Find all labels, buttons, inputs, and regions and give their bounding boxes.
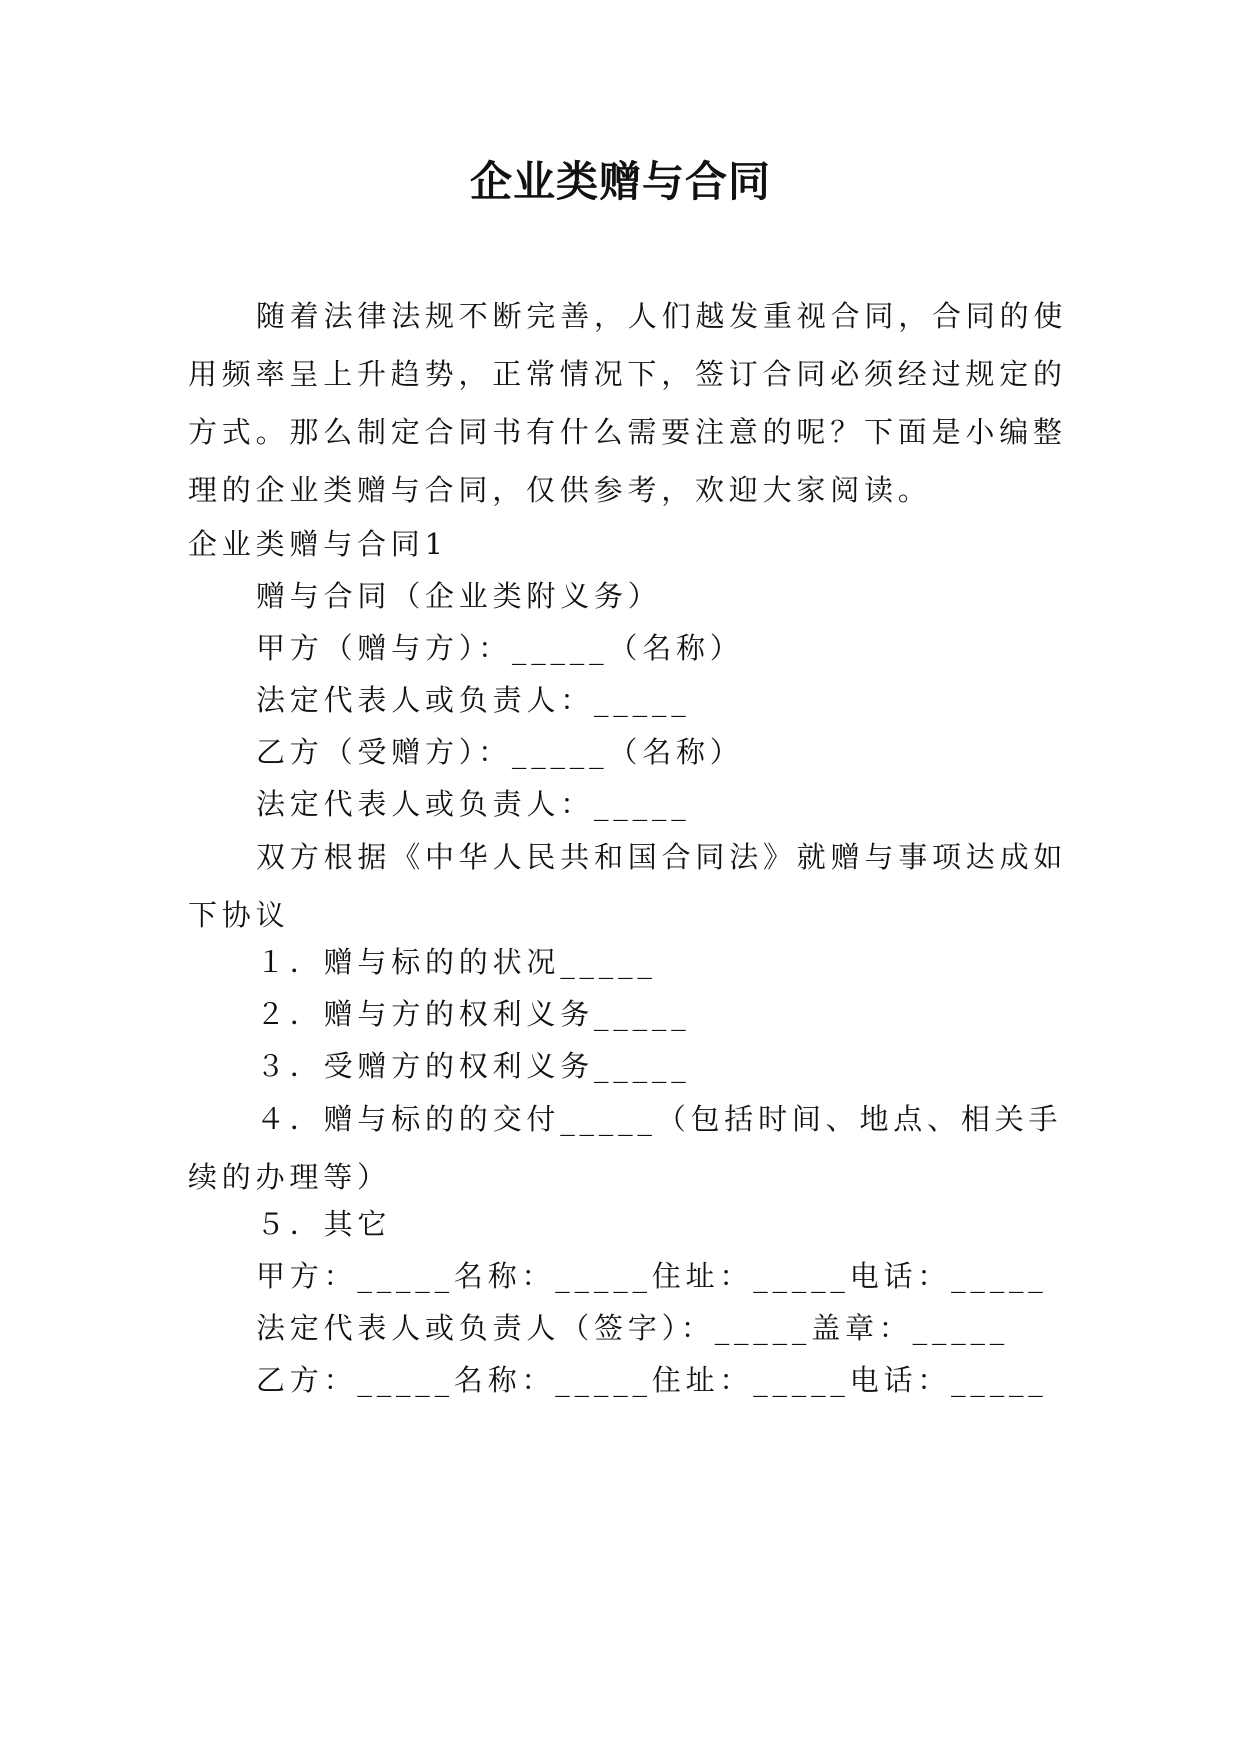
clause-item: ２．赠与方的权利义务_____ (256, 997, 691, 1031)
party-a-line: 甲方（赠与方）：_____（名称） (256, 631, 744, 665)
clause-item: １．赠与标的的状况_____ (256, 945, 657, 979)
signature-party-b-line: 乙方：_____名称：_____住址：_____电话：_____ (256, 1363, 1048, 1397)
party-a-representative-line: 法定代表人或负责人：_____ (256, 683, 691, 717)
section-heading: 企业类赠与合同1 (188, 527, 448, 561)
clause-item: ５．其它 (256, 1207, 392, 1241)
agreement-intro-paragraph: 双方根据《中华人民共和国合同法》就赠与事项达成如下协议 (188, 840, 1068, 932)
intro-paragraph: 随着法律法规不断完善，人们越发重视合同，合同的使用频率呈上升趋势，正常情况下，签订合同必须经过规定的方式。那么制定合同书有什么需要注意的呢？下面是小编整理的企业类赠与合同，仅供参考，欢迎大家阅读。 (188, 299, 1068, 507)
contract-title: 赠与合同（企业类附义务） (256, 579, 662, 613)
clause-item: ３．受赠方的权利义务_____ (256, 1049, 691, 1083)
signature-representative-line: 法定代表人或负责人（签字）：_____盖章：_____ (256, 1311, 1010, 1345)
document-title: 企业类赠与合同 (469, 157, 771, 206)
clause-item: ４．赠与标的的交付_____（包括时间、地点、相关手续的办理等） (188, 1102, 1063, 1194)
party-b-line: 乙方（受赠方）：_____（名称） (256, 735, 744, 769)
signature-party-a-line: 甲方：_____名称：_____住址：_____电话：_____ (256, 1259, 1048, 1293)
party-b-representative-line: 法定代表人或负责人：_____ (256, 787, 691, 821)
